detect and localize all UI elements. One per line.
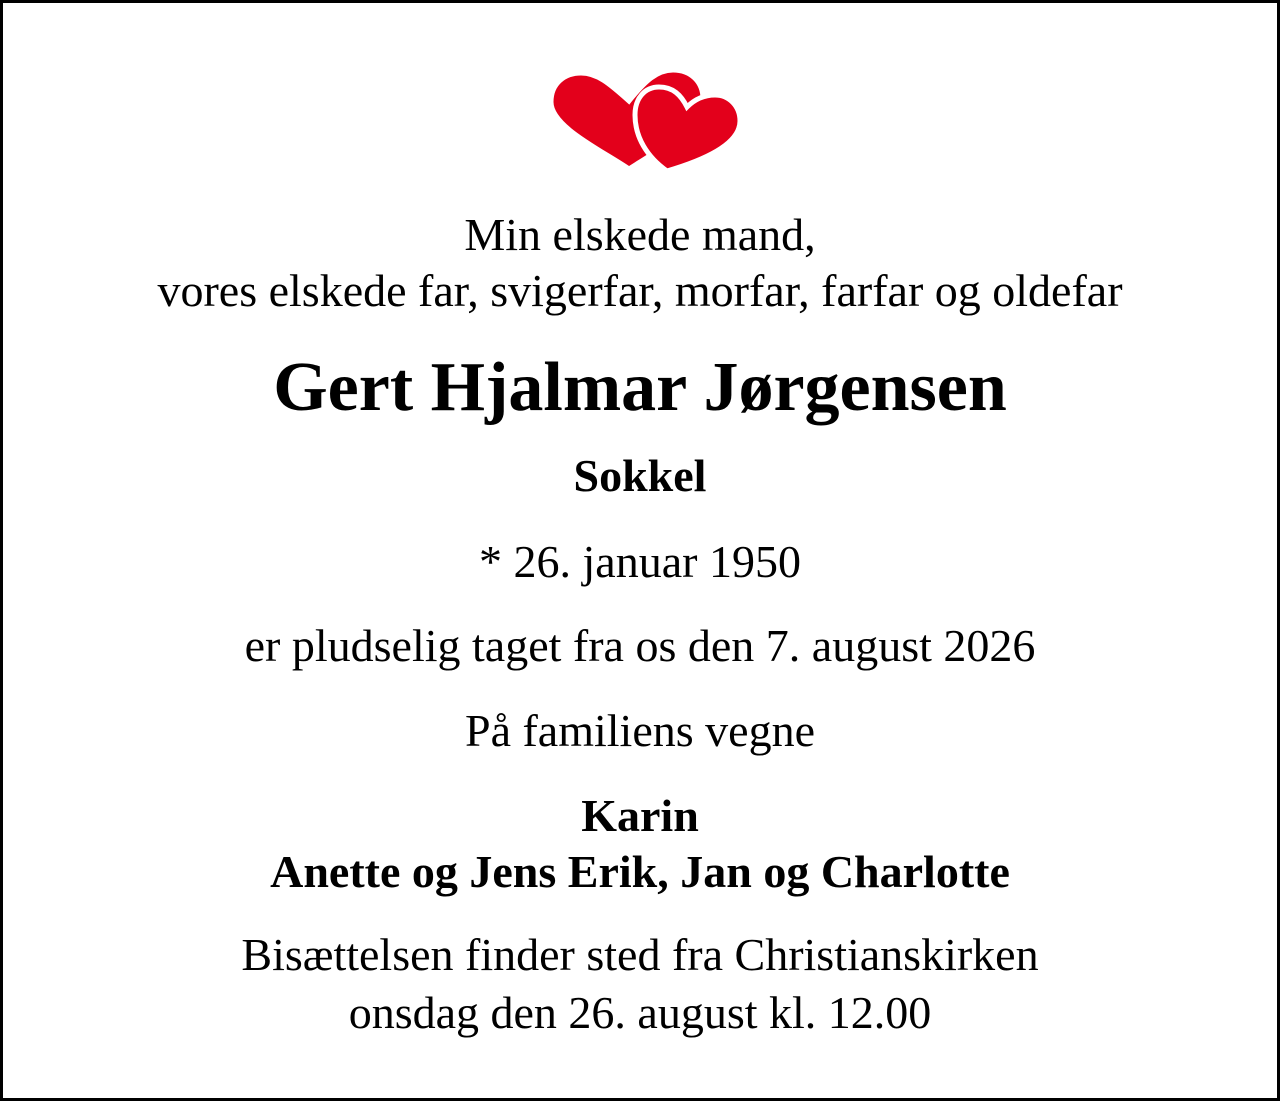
place-name: Sokkel — [573, 450, 707, 501]
signature-line-1: Karin — [581, 790, 699, 841]
on-behalf-line: På familiens vegne — [464, 705, 815, 756]
deceased-name: Gert Hjalmar Jørgensen — [273, 349, 1007, 426]
intro-line-2: vores elskede far, svigerfar, morfar, farfar og oldefar — [157, 265, 1123, 316]
funeral-line-2: onsdag den 26. august kl. 12.00 — [348, 987, 932, 1038]
birth-date: * 26. januar 1950 — [479, 536, 801, 587]
death-notice: er pludselig taget fra os den 7. august 2026 — [244, 620, 1036, 671]
intro-line-1: Min elskede mand, — [464, 209, 816, 260]
funeral-line-1: Bisættelsen finder sted fra Christianskirken — [241, 929, 1039, 980]
signature-line-2: Anette og Jens Erik, Jan og Charlotte — [270, 846, 1010, 897]
two-hearts-icon — [543, 65, 743, 175]
